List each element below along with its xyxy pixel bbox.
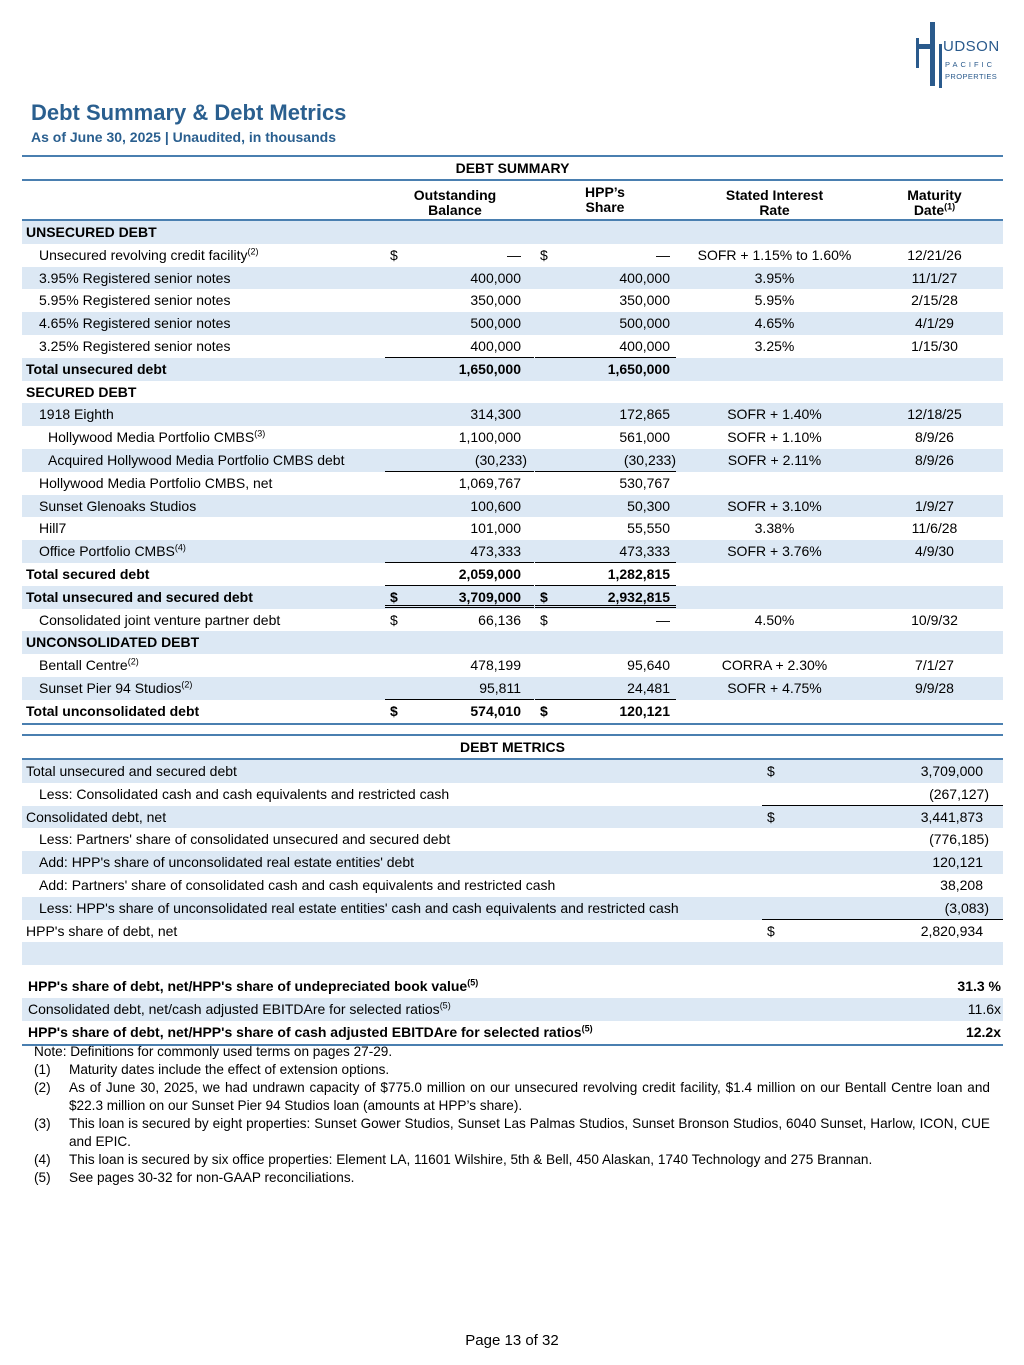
cell-text: Bentall Centre [39, 657, 128, 674]
outstanding-balance: 400,000 [470, 337, 521, 354]
row-label: SECURED DEBT [26, 383, 137, 400]
metric-row [22, 874, 1003, 897]
outstanding-balance: 2,059,000 [458, 565, 521, 582]
interest-rate: SOFR + 3.76% [727, 543, 822, 560]
row-label [48, 426, 265, 449]
cell-text: Unsecured revolving credit facility [39, 246, 248, 263]
row-label [39, 654, 139, 677]
footnote-ref: (5) [467, 977, 479, 988]
metric-value: 38,208 [940, 876, 983, 893]
outstanding-balance: 100,600 [470, 497, 521, 514]
row-label: Total secured debt [26, 565, 150, 582]
outstanding-balance: 574,010 [470, 702, 521, 719]
currency-symbol: $ [390, 588, 398, 605]
row-label: Total unsecured debt [26, 360, 167, 377]
cell-text: Hollywood Media Portfolio CMBS [48, 429, 255, 446]
currency-symbol: $ [767, 808, 775, 825]
hpp-share: 400,000 [619, 269, 670, 286]
footnote-text: This loan is secured by eight properties: Sunset Gower Studios, Sunset Las Palmas Studios, Sunset Bronson Studios, 6040 Sunset, Harlow, ICON, CUE and EPIC. [69, 1116, 990, 1149]
metric-value: 31.3 % [957, 978, 1001, 995]
metric-value: (267,127) [929, 785, 989, 802]
maturity-date: 12/21/26 [907, 246, 962, 263]
logo-subtext: PACIFIC [945, 60, 996, 69]
footnote-number: (4) [34, 1152, 51, 1167]
table-row [22, 335, 1003, 358]
outstanding-balance: (30,233) [474, 451, 527, 468]
metric-value: 12.2x [965, 1023, 1001, 1040]
hpp-share: 120,121 [619, 702, 670, 719]
row-label: Total unsecured and secured debt [26, 763, 237, 779]
outstanding-balance: 473,333 [470, 543, 521, 560]
interest-rate: 4.65% [754, 315, 795, 332]
cell-text: HPP's share of debt, net/HPP's share of undepreciated book value [28, 978, 468, 995]
page-title: Debt Summary & Debt Metrics [31, 100, 347, 125]
section-row [22, 221, 1003, 244]
interest-rate: 3.95% [754, 269, 795, 286]
hpp-share: 530,767 [619, 474, 670, 491]
hpp-share: 400,000 [619, 337, 670, 354]
maturity-date: 7/1/27 [915, 657, 954, 674]
row-label: Consolidated joint venture partner debt [39, 611, 281, 628]
outstanding-balance: 314,300 [470, 406, 521, 423]
interest-rate: 3.38% [754, 520, 795, 537]
maturity-date: 2/15/28 [911, 292, 958, 309]
interest-rate: SOFR + 1.15% to 1.60% [697, 246, 852, 263]
maturity-date: 8/9/26 [915, 429, 954, 446]
row-label: HPP's share of debt, net [26, 922, 178, 939]
metric-value: 120,121 [932, 854, 983, 871]
maturity-date: 1/15/30 [911, 337, 958, 354]
outstanding-balance: 400,000 [470, 269, 521, 286]
metric-row [22, 806, 1003, 829]
footnote-ref: (5) [439, 1000, 451, 1011]
row-label: Acquired Hollywood Media Portfolio CMBS debt [48, 451, 345, 468]
footnote-ref: (2) [247, 246, 259, 257]
row-label: Hill7 [39, 520, 67, 537]
outstanding-balance: 3,709,000 [458, 588, 521, 605]
maturity-date: 11/1/27 [911, 269, 958, 286]
table-row [22, 495, 1003, 518]
currency-symbol: $ [540, 702, 548, 719]
footnote-text: See pages 30-32 for non-GAAP reconciliations. [69, 1170, 355, 1185]
metric-row [22, 851, 1003, 874]
hpp-share: — [656, 611, 670, 628]
hpp-share: 50,300 [627, 497, 670, 514]
row-label: Less: HPP's share of unconsolidated real estate entities' cash and cash equivalents and restricted cash [39, 899, 679, 916]
table-row [22, 403, 1003, 426]
table-row [22, 289, 1003, 312]
row-label: 5.95% Registered senior notes [39, 292, 231, 309]
footnote [34, 1169, 990, 1187]
footnotes [34, 1043, 990, 1187]
total-row [22, 358, 1003, 381]
currency-symbol: $ [767, 922, 775, 939]
table-row [22, 517, 1003, 540]
metric-value: (776,185) [929, 831, 989, 848]
footnote-text: As of June 30, 2025, we had undrawn capacity of $775.0 million on our unsecured revolving credit facility, $1.4 million on our Bentall Centre loan and $22.3 million on our Sunset Pier 94 Studios loan (amounts at HPP’s share). [69, 1080, 990, 1113]
column-headers [22, 181, 1003, 221]
debt-summary-table [22, 155, 1003, 725]
footnote-number: (2) [34, 1080, 51, 1095]
interest-rate: 5.95% [754, 292, 795, 309]
row-label: 4.65% Registered senior notes [39, 315, 231, 332]
section-heading: DEBT SUMMARY [22, 155, 1003, 181]
hpp-share: 1,650,000 [607, 360, 670, 377]
row-label: Less: Consolidated cash and cash equivalents and restricted cash [39, 785, 450, 802]
currency-symbol: $ [390, 611, 398, 628]
maturity-date: 12/18/25 [907, 406, 962, 423]
hpp-share: 473,333 [619, 543, 670, 560]
outstanding-balance: 1,650,000 [458, 360, 521, 377]
outstanding-balance: 95,811 [479, 679, 521, 696]
row-label: 3.25% Registered senior notes [39, 337, 231, 354]
maturity-date: 1/9/27 [915, 497, 954, 514]
interest-rate: CORRA + 2.30% [721, 657, 828, 674]
section-row [22, 631, 1003, 654]
hpp-share: — [656, 246, 670, 263]
interest-rate: SOFR + 2.11% [727, 451, 822, 468]
interest-rate: 3.25% [754, 337, 795, 354]
maturity-date: 4/9/30 [915, 543, 954, 560]
table-row [22, 426, 1003, 449]
hpp-share: 1,282,815 [607, 565, 670, 582]
row-label: 3.95% Registered senior notes [39, 269, 231, 286]
outstanding-balance: 1,100,000 [458, 429, 521, 446]
table-row [22, 472, 1003, 495]
column-rate: Stated Interest Rate [725, 187, 824, 218]
currency-symbol: $ [767, 763, 775, 779]
table-row [22, 312, 1003, 335]
section-heading: DEBT METRICS [22, 734, 1003, 760]
metric-value: 11.6x [967, 1000, 1001, 1017]
logo-subtext: PROPERTIES [945, 72, 998, 81]
total-row [22, 700, 1003, 725]
outstanding-balance: 66,136 [478, 611, 521, 628]
currency-symbol: $ [540, 588, 548, 605]
row-label: Add: Partners' share of consolidated cash and cash equivalents and restricted cash [39, 876, 556, 893]
row-label: Add: HPP's share of unconsolidated real estate entities' debt [39, 854, 415, 871]
row-label: Total unsecured and secured debt [26, 588, 253, 605]
metric-row [22, 920, 1003, 943]
outstanding-balance: — [507, 246, 521, 263]
hpp-share: 2,932,815 [607, 588, 670, 605]
interest-rate: SOFR + 1.10% [727, 429, 822, 446]
hpp-share: 95,640 [627, 657, 670, 674]
spacer-row [22, 965, 1003, 975]
row-label [39, 540, 186, 563]
maturity-date: 9/9/28 [915, 679, 954, 696]
column-outstanding: Outstanding Balance [413, 187, 497, 218]
currency-symbol: $ [540, 246, 548, 263]
cell-text: HPP's share of debt, net/HPP's share of cash adjusted EBITDAre for selected ratios [28, 1023, 582, 1040]
cell-text: Sunset Pier 94 Studios [39, 679, 182, 696]
footnote-ref: (3) [254, 428, 266, 439]
row-label: 1918 Eighth [39, 406, 114, 423]
footnote [34, 1151, 990, 1169]
underline [535, 605, 676, 608]
footnote-ref: (2) [181, 679, 193, 690]
section-row [22, 381, 1003, 404]
currency-symbol: $ [390, 246, 398, 263]
row-label: UNSECURED DEBT [26, 224, 157, 240]
hpp-share: 24,481 [627, 679, 670, 696]
page-number: Page 13 of 32 [465, 1332, 559, 1349]
table-row [22, 540, 1003, 563]
hpp-share: 500,000 [619, 315, 670, 332]
row-label: UNCONSOLIDATED DEBT [26, 634, 200, 651]
footnote-text: Maturity dates include the effect of extension options. [69, 1062, 390, 1077]
footnote-number: (5) [34, 1170, 51, 1185]
column-share: HPP’s Share [585, 184, 625, 215]
footnote [34, 1115, 990, 1151]
row-label [28, 998, 451, 1021]
row-label: Sunset Glenoaks Studios [39, 497, 197, 514]
outstanding-balance: 478,199 [470, 657, 521, 674]
row-label [28, 975, 478, 998]
table-row [22, 244, 1003, 267]
table-row [22, 449, 1003, 472]
row-label: Total unconsolidated debt [26, 702, 200, 719]
table-row [22, 609, 1003, 632]
column-maturity: Maturity Date$^{(1)}$ [907, 187, 962, 218]
outstanding-balance: 350,000 [470, 292, 521, 309]
hpp-share: (30,233) [623, 451, 676, 468]
hpp-share: 172,865 [619, 406, 670, 423]
note-intro: Note: Definitions for commonly used terms on pages 27-29. [34, 1044, 393, 1059]
row-label: Less: Partners' share of consolidated unsecured and secured debt [39, 831, 451, 848]
hpp-share: 350,000 [619, 292, 670, 309]
total-row [22, 586, 1003, 609]
outstanding-balance: 101,000 [470, 520, 521, 537]
footnote-ref: (2) [127, 656, 139, 667]
currency-symbol: $ [540, 611, 548, 628]
hpp-share: 561,000 [619, 429, 670, 446]
footnote-ref: (4) [174, 542, 186, 553]
interest-rate: SOFR + 3.10% [727, 497, 822, 514]
footnote-ref: (5) [581, 1023, 593, 1034]
metric-value: 3,441,873 [920, 808, 983, 825]
metric-value: (3,083) [944, 899, 989, 916]
debt-metrics-table [22, 734, 1003, 1046]
ratio-row [22, 1021, 1003, 1046]
table-row [22, 267, 1003, 290]
metric-row [22, 828, 1003, 851]
row-label [39, 244, 259, 267]
cell-text: Office Portfolio CMBS [39, 543, 175, 560]
underline [385, 605, 534, 608]
footnote [34, 1079, 990, 1115]
maturity-date: 10/9/32 [911, 611, 958, 628]
table-row [22, 654, 1003, 677]
interest-rate: SOFR + 1.40% [727, 406, 822, 423]
outstanding-balance: 500,000 [470, 315, 521, 332]
maturity-date: 11/6/28 [911, 520, 958, 537]
footnote-number: (1) [34, 1062, 51, 1077]
interest-rate: 4.50% [754, 611, 795, 628]
metric-value: 3,709,000 [920, 763, 983, 779]
outstanding-balance: 1,069,767 [458, 474, 521, 491]
logo-text: UDSON [943, 38, 1000, 55]
metric-row [22, 783, 1003, 806]
spacer-row [22, 942, 1003, 965]
total-row [22, 563, 1003, 586]
ratio-row [22, 975, 1003, 998]
row-label [39, 677, 192, 700]
footnote-text: This loan is secured by six office properties: Element LA, 11601 Wilshire, 5th & Bell, 450 Alaskan, 1740 Technology and 275 Brannan. [69, 1152, 873, 1167]
currency-symbol: $ [390, 702, 398, 719]
table-row [22, 677, 1003, 700]
row-label: Consolidated debt, net [26, 808, 167, 825]
footnote-number: (3) [34, 1116, 51, 1131]
page-subtitle: As of June 30, 2025 | Unaudited, in thousands [31, 129, 336, 145]
cell-text: Consolidated debt, net/cash adjusted EBITDAre for selected ratios [28, 1000, 440, 1017]
maturity-date: 4/1/29 [915, 315, 954, 332]
hpp-share: 55,550 [627, 520, 670, 537]
metric-row [22, 760, 1003, 783]
ratio-row [22, 998, 1003, 1021]
metric-value: 2,820,934 [920, 922, 983, 939]
footnote-ref: (1) [944, 201, 956, 212]
interest-rate: SOFR + 4.75% [727, 679, 822, 696]
maturity-date: 8/9/26 [915, 451, 954, 468]
row-label [28, 1021, 593, 1044]
metric-row [22, 897, 1003, 920]
footnote [34, 1061, 990, 1079]
row-label: Hollywood Media Portfolio CMBS, net [39, 474, 273, 491]
